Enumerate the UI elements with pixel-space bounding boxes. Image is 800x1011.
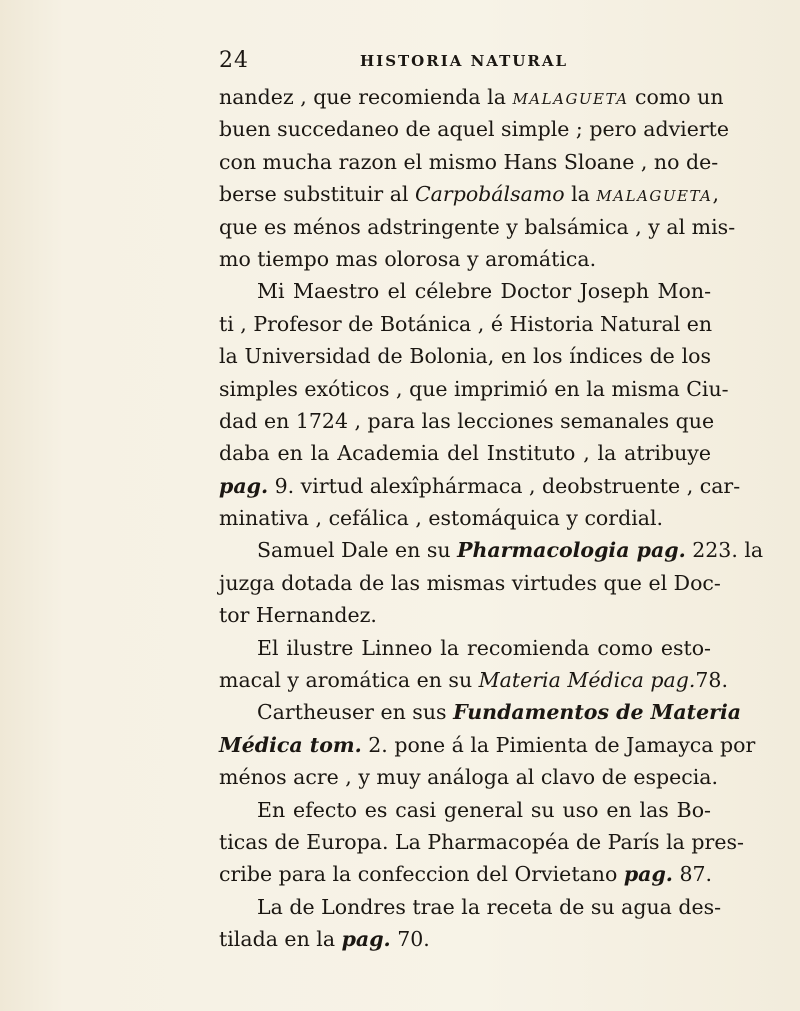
text-line (219, 113, 730, 145)
text-span: cribe para la confeccion del Orvietano (219, 862, 624, 887)
text-line (219, 794, 711, 826)
text-span: ti , Profesor de Botánica , é Historia Natural en (219, 311, 713, 336)
text-line (219, 146, 719, 178)
text-span: nandez , que recomienda la (219, 85, 513, 109)
text-line (219, 923, 711, 955)
text-line (219, 664, 728, 696)
text-line (219, 729, 756, 761)
text-line (219, 502, 711, 534)
text-line (219, 761, 719, 793)
text-line (219, 470, 741, 502)
text-span: Samuel Dale en su (257, 538, 458, 563)
text-span: 9. virtud alexîphármaca , deobstruente , car- (268, 473, 741, 498)
text-line (219, 632, 711, 664)
page-number: 24 (219, 48, 249, 73)
text-span: tilada en la (219, 927, 342, 952)
body-text (219, 81, 764, 956)
styled-text: Fundamentos de Materia (453, 700, 742, 725)
text-line (219, 826, 744, 858)
text-span: 87. (672, 862, 713, 887)
text-span: La de Londres trae la receta de su agua des- (257, 894, 722, 919)
text-line (219, 308, 711, 340)
styled-text: MALAGUETA (596, 187, 713, 206)
text-line (219, 437, 711, 469)
text-line (219, 243, 711, 275)
text-span: 70. (390, 927, 430, 952)
styled-text: Carpobálsamo (415, 182, 565, 207)
styled-text: Pharmacologia pag. (457, 538, 686, 563)
text-span: berse substituir al (219, 182, 415, 207)
running-head: HISTORIA NATURAL (360, 52, 569, 70)
styled-text: pag. (219, 473, 269, 498)
text-span: 2. pone á la Pimienta de Jamayca por (361, 732, 756, 757)
text-span: la (564, 182, 597, 207)
text-span: El ilustre Linneo la recomienda como esto- (257, 635, 711, 660)
text-span: Cartheuser en sus (257, 700, 454, 725)
styled-text: Materia Médica pag. (478, 668, 696, 693)
text-line (219, 599, 711, 631)
text-span: daba en la Academia del Instituto , la atribuye (219, 441, 711, 466)
text-line (219, 696, 742, 728)
styled-text: MALAGUETA (512, 90, 629, 108)
text-span: simples exóticos , que imprimió en la misma Ciu- (219, 376, 729, 401)
text-span: 223. la (685, 538, 764, 563)
text-span: macal y aromática en su (219, 668, 479, 693)
text-line (219, 534, 764, 566)
text-line (219, 567, 721, 599)
text-span: mo tiempo mas olorosa y aromática. (219, 246, 597, 271)
text-span: 78. (695, 668, 728, 693)
text-line (219, 211, 736, 243)
page-header (0, 48, 800, 78)
text-span: como un (628, 85, 724, 109)
text-line (219, 275, 711, 307)
text-span: Mi Maestro el célebre Doctor Joseph Mon- (257, 279, 711, 304)
text-span: con mucha razon el mismo Hans Sloane , no de- (219, 149, 719, 174)
text-line (219, 405, 715, 437)
text-span: dad en 1724 , para las lecciones semanales que (219, 408, 715, 433)
styled-text: pag. (623, 862, 673, 887)
text-span: tor Hernandez. (219, 603, 377, 628)
text-span: En efecto es casi general su uso en las Bo- (257, 797, 711, 822)
text-line (219, 81, 724, 113)
styled-text: pag. (341, 927, 391, 952)
text-line (219, 891, 722, 923)
text-span: ménos acre , y muy análoga al clavo de especia. (219, 765, 719, 790)
text-span: buen succedaneo de aquel simple ; pero advierte (219, 117, 730, 142)
text-line (219, 858, 711, 890)
text-span: juzga dotada de las mismas virtudes que el Doc- (219, 570, 721, 595)
text-span: que es ménos adstringente y balsámica , y al mis- (219, 214, 736, 239)
text-line (219, 373, 729, 405)
text-span: , (712, 182, 720, 207)
text-line (219, 178, 720, 210)
styled-text: Médica tom. (219, 732, 362, 757)
text-span: ticas de Europa. La Pharmacopéa de París la pres- (219, 829, 744, 854)
text-span: la Universidad de Bolonia, en los índices de los (219, 344, 711, 369)
text-span: minativa , cefálica , estomáquica y cordial. (219, 506, 664, 531)
text-line (219, 340, 711, 372)
